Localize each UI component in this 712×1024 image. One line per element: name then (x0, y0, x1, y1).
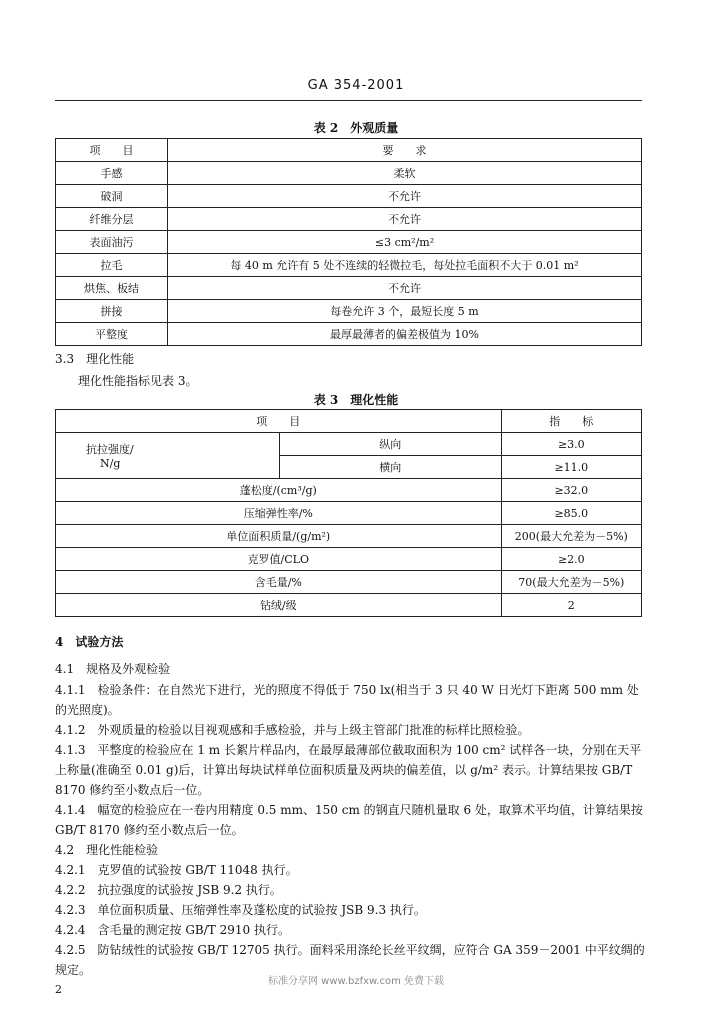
section-number: 4.1 (55, 662, 75, 676)
table-cell: 200(最大允差为－5%) (501, 525, 641, 548)
document-header: GA 354-2001 (307, 78, 405, 93)
section-number: 4 (55, 635, 64, 649)
table-row (56, 231, 642, 254)
table-cell: 最厚最薄者的偏差极值为 10% (168, 323, 642, 346)
section-text: 规格及外观检验 (86, 662, 171, 676)
strength-label-cell (56, 433, 280, 479)
table-row (56, 254, 642, 277)
table-header-row (56, 410, 642, 433)
table-header-cell: 指 标 (501, 410, 641, 433)
table-header-cell: 项 目 (56, 139, 168, 162)
table-appearance-quality (55, 138, 642, 346)
table-cell: 单位面积质量/(g/m²) (56, 525, 502, 548)
table-cell: 柔软 (168, 162, 642, 185)
table-row (56, 277, 642, 300)
table-header-row (56, 139, 642, 162)
header-rule (55, 100, 642, 101)
paragraph: 4.2.3 单位面积质量、压缩弹性率及蓬松度的试验按 JSB 9.3 执行。 (55, 903, 426, 917)
table-row (56, 594, 642, 617)
section-4-title (55, 633, 123, 650)
table-row (56, 525, 642, 548)
table-cell: 表面油污 (56, 231, 168, 254)
table-row (56, 479, 642, 502)
paragraph: 4.2.2 抗拉强度的试验按 JSB 9.2 执行。 (55, 883, 282, 897)
table-cell: 纵向 (280, 433, 502, 456)
paragraph: 4.1.1 检验条件：在自然光下进行，光的照度不得低于 750 lx(相当于 3 只 40 W 日光灯下距离 500 mm 处的光照度)。 (55, 683, 639, 717)
table-cell: 压缩弹性率/% (56, 502, 502, 525)
table-cell: ≥85.0 (501, 502, 641, 525)
table-cell: ≥3.0 (501, 433, 641, 456)
paragraph: 4.1.2 外观质量的检验以目视观感和手感检验，并与上级主管部门批准的标样比照检验。 (55, 723, 530, 737)
table3-caption: 表 3 理化性能 (313, 393, 399, 407)
table-cell: 克罗值/CLO (56, 548, 502, 571)
paragraph: 4.2.1 克罗值的试验按 GB/T 11048 执行。 (55, 863, 298, 877)
table-cell: 平整度 (56, 323, 168, 346)
table-cell: ≥32.0 (501, 479, 641, 502)
table-row (56, 548, 642, 571)
body-paragraphs (55, 680, 645, 980)
table-cell: 不允许 (168, 277, 642, 300)
table-header-cell: 要 求 (168, 139, 642, 162)
table-cell: ≤3 cm²/m² (168, 231, 642, 254)
table-physical-properties (55, 409, 642, 617)
table-row (56, 162, 642, 185)
paragraph: 4.2.5 防钻绒性的试验按 GB/T 12705 执行。面料采用涤纶长丝平纹绸，应符合 GA 359－2001 中平纹绸的规定。 (55, 943, 645, 977)
table-cell: ≥2.0 (501, 548, 641, 571)
table-row (56, 323, 642, 346)
table-cell: ≥11.0 (501, 456, 641, 479)
table2-caption: 表 2 外观质量 (313, 121, 399, 135)
table-row (56, 208, 642, 231)
table-cell: 2 (501, 594, 641, 617)
table-cell: 不允许 (168, 208, 642, 231)
table-cell: 烘焦、板结 (56, 277, 168, 300)
table-cell: 钻绒/级 (56, 594, 502, 617)
table-cell: 纤维分层 (56, 208, 168, 231)
table-cell: 蓬松度/(cm³/g) (56, 479, 502, 502)
strength-label-b: N/g (100, 457, 121, 470)
section-text: 试验方法 (75, 635, 124, 649)
table-cell: 每卷允许 3 个，最短长度 5 m (168, 300, 642, 323)
table-row (56, 571, 642, 594)
strength-label-a: 抗拉强度/ (86, 443, 134, 456)
table-cell: 横向 (280, 456, 502, 479)
table-cell: 不允许 (168, 185, 642, 208)
table-row (56, 185, 642, 208)
table-cell: 拼接 (56, 300, 168, 323)
table-row (56, 433, 642, 456)
table-header-cell: 项 目 (56, 410, 502, 433)
section-3-3-title: 3.3 理化性能 (55, 352, 135, 366)
table-row (56, 300, 642, 323)
section-4-1-title (55, 660, 170, 677)
section-3-3-text: 理化性能指标见表 3。 (78, 374, 198, 388)
paragraph: 4.1.3 平整度的检验应在 1 m 长絮片样品内，在最厚最薄部位截取面积为 100 cm² 试样各一块，分别在天平上称量(准确至 0.01 g)后，计算出每块试样单位面积质量及两块的偏差值，以 g/m² 表示。计算结果按 GB/T 8170 修约至小数点后一位。 (55, 743, 642, 797)
table-cell: 每 40 m 允许有 5 处不连续的轻微拉毛，每处拉毛面积不大于 0.01 m² (168, 254, 642, 277)
table-cell: 含毛量/% (56, 571, 502, 594)
page-number: 2 (55, 983, 62, 996)
table-cell: 破洞 (56, 185, 168, 208)
paragraph: 4.2.4 含毛量的测定按 GB/T 2910 执行。 (55, 923, 290, 937)
table-cell: 70(最大允差为－5%) (501, 571, 641, 594)
paragraph: 4.1.4 幅宽的检验应在一卷内用精度 0.5 mm、150 cm 的钢直尺随机量取 6 处，取算术平均值，计算结果按 GB/T 8170 修约至小数点后一位。 (55, 803, 643, 837)
table-row (56, 502, 642, 525)
table-cell: 手感 (56, 162, 168, 185)
table-cell: 拉毛 (56, 254, 168, 277)
paragraph: 4.2 理化性能检验 (55, 843, 159, 857)
watermark: 标准分享网 www.bzfxw.com 免费下载 (268, 976, 444, 987)
